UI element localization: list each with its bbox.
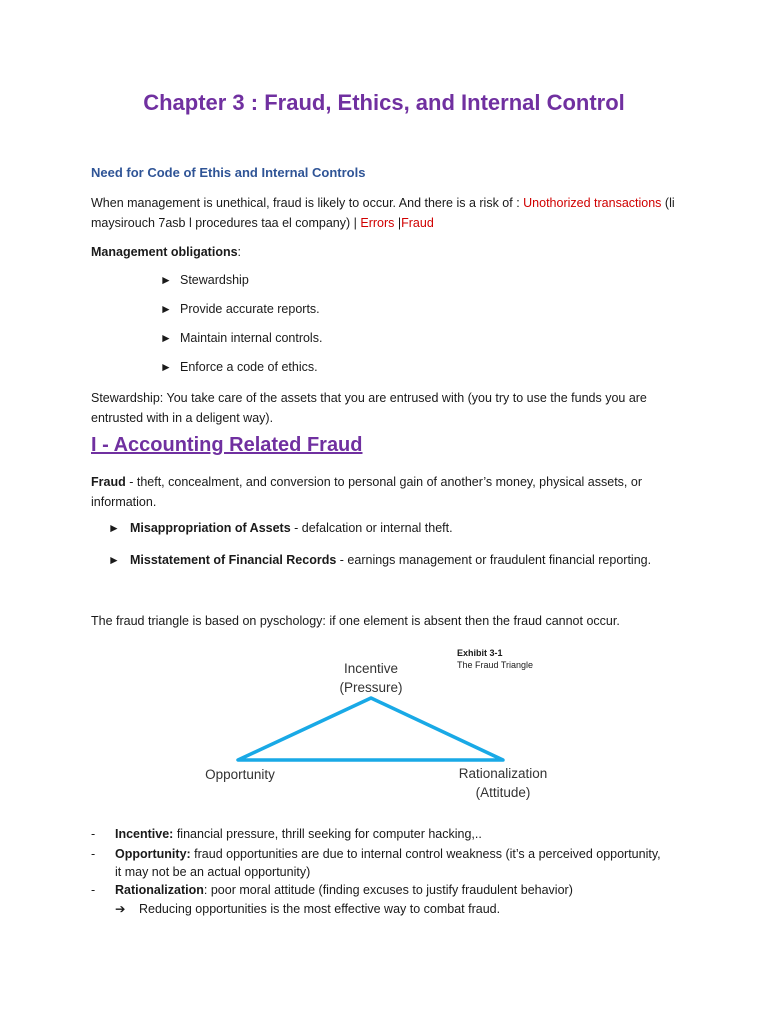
fraud-triangle — [238, 698, 503, 760]
definition-text: fraud opportunities are due to internal control weakness (it’s a perceived opportunity, — [190, 847, 661, 861]
fraud-definition-text: - theft, concealment, and conversion to personal gain of another’s money, physical assets, or information. — [91, 475, 642, 509]
triangle-bullet-icon: ► — [108, 521, 120, 535]
fraud-type-term: Misstatement of Financial Records — [130, 553, 337, 567]
risk-errors: Errors — [360, 216, 395, 230]
stewardship-note: Stewardship: You take care of the assets that you are entrused with (you try to use the funds you are entrusted with in a deligent way). — [91, 391, 647, 425]
risk-fraud: Fraud — [401, 216, 434, 230]
dash-marker: - — [91, 827, 96, 841]
definition-item — [91, 881, 691, 899]
triangle-bullet-icon: ► — [160, 360, 172, 374]
exhibit-caption: The Fraud Triangle — [457, 660, 534, 670]
definition-continuation: it may not be an actual opportunity) — [115, 865, 311, 879]
fraud-term: Fraud — [91, 475, 126, 489]
definition-item — [91, 825, 691, 843]
rationalization-label: Rationalization — [458, 766, 548, 781]
definition-term: Rationalization — [115, 883, 204, 897]
page-title: Chapter 3 : Fraud, Ethics, and Internal Control — [143, 90, 625, 115]
intro-text: When management is unethical, fraud is likely to occur. And there is a risk of : — [91, 196, 524, 210]
incentive-label: Incentive — [343, 661, 399, 676]
dash-marker: - — [91, 883, 96, 897]
obligation-label: Maintain internal controls. — [180, 331, 323, 345]
exhibit-number: Exhibit 3-1 — [457, 648, 503, 658]
opportunity-label: Opportunity — [205, 767, 275, 782]
triangle-bullet-icon: ► — [160, 273, 172, 287]
obligation-label: Stewardship — [180, 273, 249, 287]
dash-marker: - — [91, 847, 96, 861]
conclusion — [115, 901, 500, 916]
obligations-colon: : — [237, 245, 242, 259]
section-heading: I - Accounting Related Fraud — [91, 434, 363, 456]
triangle-bullet-icon: ► — [160, 302, 172, 316]
obligation-label: Enforce a code of ethics. — [180, 360, 318, 374]
definition-term: Incentive: — [115, 827, 174, 841]
triangle-bullet-icon: ► — [160, 331, 172, 345]
arrow-right-icon: ➔ — [115, 902, 126, 916]
obligation-label: Provide accurate reports. — [180, 302, 320, 316]
triangle-bullet-icon: ► — [108, 553, 120, 567]
fraud-type-desc: - earnings management or fraudulent financial reporting. — [336, 553, 652, 567]
fraud-type-term: Misappropriation of Assets — [130, 521, 291, 535]
definition-text: : poor moral attitude (finding excuses to justify fraudulent behavior) — [203, 883, 573, 897]
triangle-intro: The fraud triangle is based on pyschology: if one element is absent then the fraud cannot occur. — [91, 614, 620, 628]
intro-text-2: (li maysirouch 7asb l procedures taa el company) | — [91, 196, 675, 230]
definition-term: Opportunity: — [115, 847, 191, 861]
rationalization-sub-label: (Attitude) — [475, 785, 531, 800]
definition-text: financial pressure, thrill seeking for computer hacking,.. — [173, 827, 482, 841]
obligations-label: Management obligations — [91, 245, 238, 259]
incentive-sub-label: (Pressure) — [339, 680, 403, 695]
risk-separator: | — [394, 216, 402, 230]
conclusion-text: Reducing opportunities is the most effective way to combat fraud. — [139, 902, 501, 916]
section-subheading: Need for Code of Ethis and Internal Controls — [91, 165, 366, 180]
fraud-type-desc: - defalcation or internal theft. — [290, 521, 453, 535]
definition-item — [91, 845, 691, 863]
risk-unauthorized: Unothorized transactions — [523, 196, 662, 210]
